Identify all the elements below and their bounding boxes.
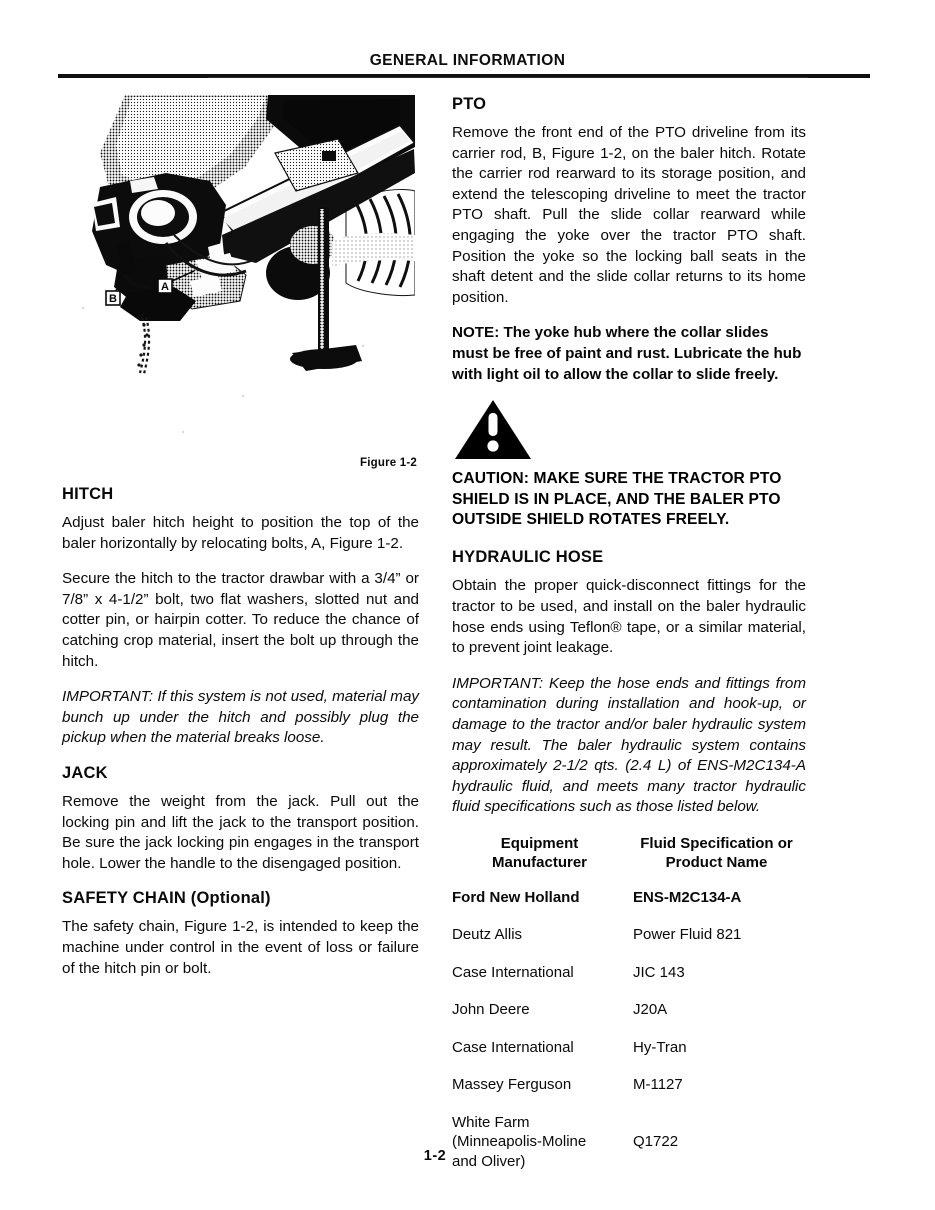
cell-manufacturer: John Deere [452,1001,530,1019]
scan-speckle [82,307,84,309]
column-header-fluid [627,834,806,888]
caution-text: CAUTION: MAKE SURE THE TRACTOR PTO SHIELD IS IN PLACE, AND THE BALER PTO OUTSIDE SHIELD ROTATES FREELY. [452,470,782,528]
column-header-manufacturer [452,834,627,888]
header-line-1: Equipment [500,834,579,852]
header-line-2: Manufacturer [491,853,588,871]
cell-fluid: M-1127 [633,1076,683,1094]
header-line-2: Product Name [665,853,768,871]
cell-manufacturer: Case International [452,1038,574,1056]
pto-note: NOTE: The yoke hub where the collar slides must be free of paint and rust. Lubricate the hub with light oil to allow the collar to slide freely. [452,324,802,383]
cell-fluid: JIC 143 [633,963,685,981]
hitch-paragraph-2: Secure the hitch to the tractor drawbar with a 3/4” or 7/8” x 4-1/2” bolt, two flat washers, slotted nut and cotter pin, or hairpin cotter. To reduce the chance of catching crop material, insert the bolt up through the hitch. [62,570,419,670]
fluid-specification-table [452,834,806,1178]
table-row [452,925,806,963]
cell-fluid: J20A [633,1001,668,1019]
cell-manufacturer: White Farm (Minneapolis-Moline and Oliver) [452,1113,587,1170]
cell-manufacturer: Ford New Holland [452,888,580,906]
hitch-important-note: IMPORTANT: If this system is not used, material may bunch up under the hitch and possibly plug the pickup when the material breaks loose. [62,688,419,747]
table-row [452,963,806,1001]
cell-fluid: Hy-Tran [633,1038,687,1056]
svg-text:B: B [109,293,117,305]
scan-speckle [242,395,244,397]
table-row [452,1113,806,1178]
page-header-title: GENERAL INFORMATION [369,52,566,69]
figure-caption: Figure 1-2 [360,457,417,469]
hitch-photo [70,95,415,380]
section-heading-hydraulic-hose: HYDRAULIC HOSE [452,548,604,567]
hydraulic-paragraph: Obtain the proper quick-disconnect fittings for the tractor to be used, and install on the baler hydraulic hose ends using Teflon® tape, or a similar material, to prevent joint leakage. [452,577,806,657]
cell-manufacturer: Case International [452,963,574,981]
right-column [452,95,806,1177]
page-number-footer: 1-2 [423,1148,447,1164]
cell-fluid: ENS-M2C134-A [633,888,742,906]
hitch-paragraph-1: Adjust baler hitch height to position the top of the baler horizontally by relocating bolts, A, Figure 1-2. [62,514,419,552]
jack-paragraph-1: Remove the weight from the jack. Pull out the locking pin and lift the jack to the transport position. Be sure the jack locking pin engages in the transport hole. Lower the handle to the disengaged position. [62,792,419,872]
warning-triangle-icon [454,399,532,461]
table-row [452,1038,806,1076]
table-row [452,1000,806,1038]
fluid-table-body [452,888,806,1178]
scan-speckle [362,345,364,347]
scan-speckle [182,431,184,433]
section-heading-safety-chain: SAFETY CHAIN (Optional) [62,889,271,908]
table-row [452,888,806,926]
section-heading-jack: JACK [62,763,108,782]
cell-fluid: Power Fluid 821 [633,926,742,944]
left-column [62,95,419,979]
cell-manufacturer: Massey Ferguson [452,1076,572,1094]
table-row [452,1075,806,1113]
cell-fluid: Q1722 [633,1132,679,1150]
cell-manufacturer: Deutz Allis [452,926,523,944]
hydraulic-important-note: IMPORTANT: Keep the hose ends and fittings from contamination during installation and hook-up, or damage to the tractor and/or baler hydraulic system may result. The baler hydraulic system contains approximately 2-1/2 qts. (2.4 L) of ENS-M2C134-A hydraulic fluid, and meets many tractor hydraulic fluid specifications such as those listed below. [452,674,806,816]
svg-text:A: A [161,281,169,293]
caution-block [452,399,806,530]
header-line-1: Fluid Specification or [640,834,793,852]
section-heading-pto: PTO [452,95,487,113]
safety-chain-paragraph-1: The safety chain, Figure 1-2, is intended to keep the machine under control in the event of loss or failure of the hitch pin or bolt. [62,918,419,977]
table-header-row [452,834,806,888]
section-heading-hitch: HITCH [62,485,114,503]
pto-paragraph: Remove the front end of the PTO driveline from its carrier rod, B, Figure 1-2, on the baler hitch. Rotate the carrier rod rearward to its storage position, and extend the telescoping driveline to meet the tractor PTO shaft. Pull the slide collar rearward while engaging the yoke over the tractor PTO shaft. Position the yoke so the locking ball seats in the shaft detent and the slide collar returns to its home position. [452,124,806,306]
header-rule [58,74,870,78]
figure-1-2 [62,95,419,485]
